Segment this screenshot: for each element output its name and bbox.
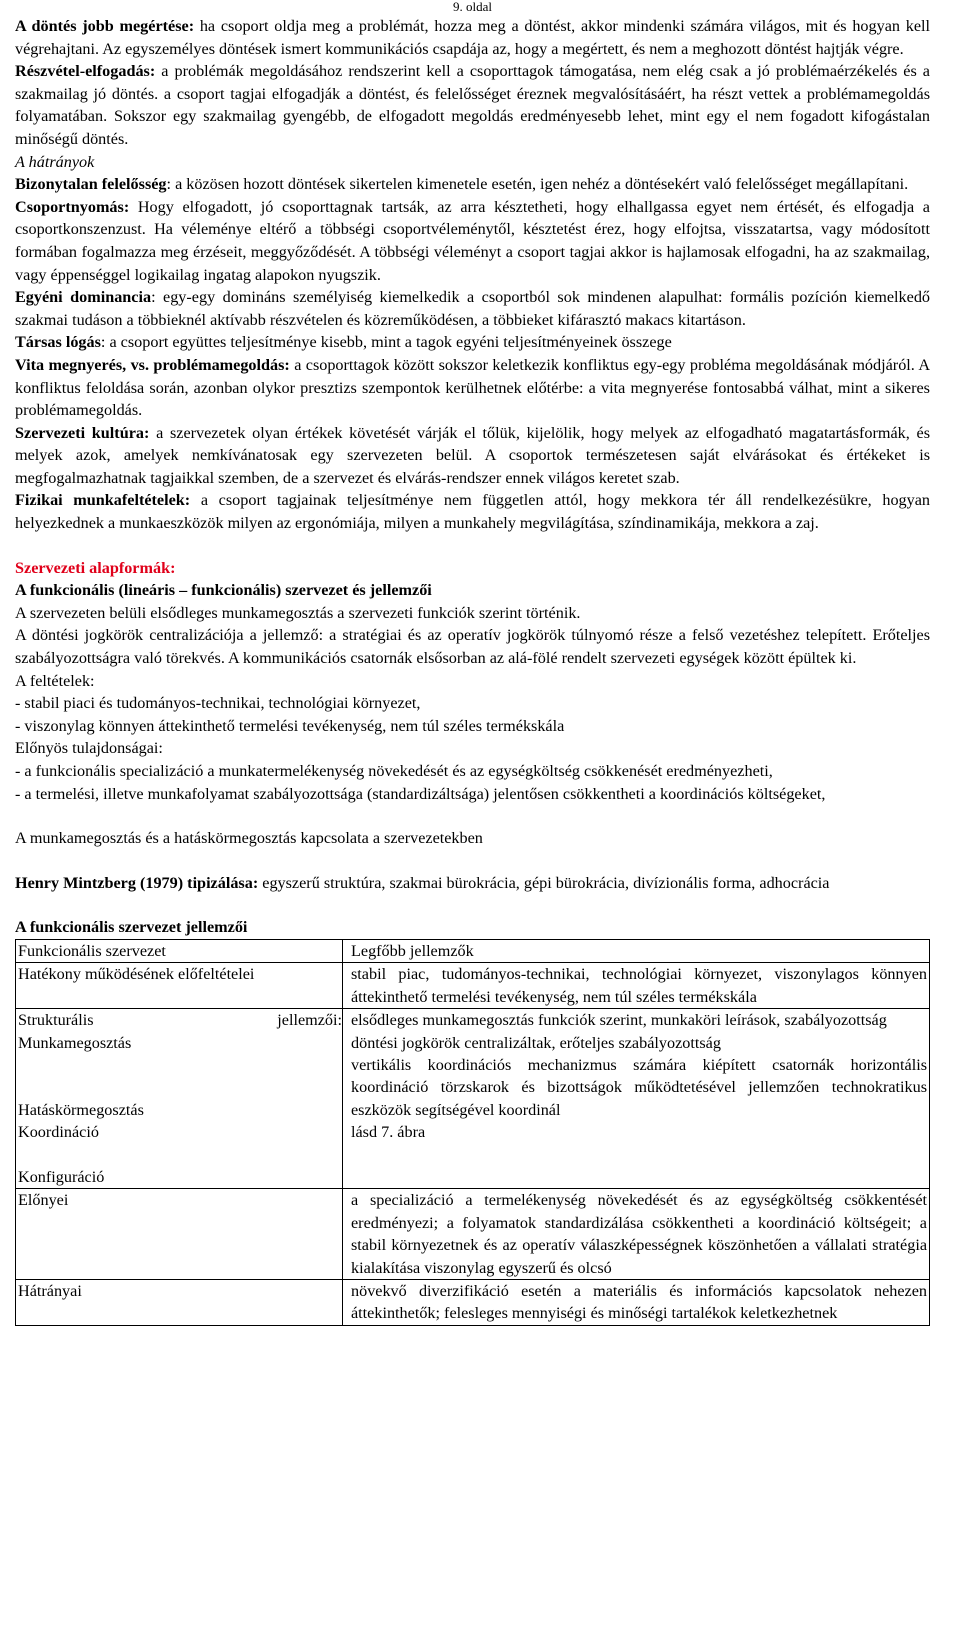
- table-cell: Előnyei: [16, 1189, 343, 1280]
- section-subheading: A funkcionális (lineáris – funkcionális) szervezet és jellemzői: [15, 581, 432, 600]
- paragraph-organizational-culture: Szervezeti kultúra: a szervezetek olyan értékek követését várják el tőlük, kijelölik, hogy melyek az elfogadható magatartásformák, és melyek azok, amelyek nemkívánatosak egy szervezeten belül. A csoportok természetesen saját elvárásokat és értékeket is megfogalmazhatnak tagjaikkal szemben, de a szervezet és elvárás-rendszer ennek világos keretet szab.: [15, 423, 930, 487]
- table-row: [16, 1280, 930, 1326]
- page-number: 9. oldal: [453, 0, 492, 14]
- list-item: - a funkcionális specializáció a munkatermelékenység növekedését és az egységköltség csökkenését eredményezheti,: [15, 762, 773, 780]
- term-better-understanding: A döntés jobb megértése:: [15, 17, 195, 35]
- table-cell: Strukturális jellemzői: Munkamegosztás Hatáskörmegosztás Koordináció Konfiguráció: [16, 1009, 343, 1189]
- text-line: Előnyös tulajdonságai:: [15, 739, 163, 758]
- table-row: [16, 1009, 930, 1189]
- table-cell: stabil piac, tudományos-technikai, technológiai környezet, viszonylagos könnyen áttekinthető termelési tevékenység, nem túl széles termékskála: [343, 963, 930, 1009]
- paragraph-group-pressure: Csoportnyomás: Hogy elfogadott, jó csoporttagnak tartsák, az arra késztetheti, hogy elhallgassa egyet nem értését, és elfogadja a csoportkonszenzust. Ha véleménye eltérő a többségi csoportvéleménytől, késztetést érez, hogy elfojtsa, visszatartsa, vagy módosított formában fogalmazza meg érzéseit, meggyőződését. A többségi véleményt a csoport tagjai akkor is hajlamosak elfogadni, ha az szakmailag, vagy éppenséggel logikailag ingatag alapokon nyugszik.: [15, 197, 930, 284]
- paragraph-individual-dominance: Egyéni dominancia: egy-egy domináns személyiség kiemelkedik a csoportból sok mindenen alapulhat: formális pozíción kiemelkedő szakmai tudáson a többieknél aktívabb részvételen és közreműködésen, a többieket kifárasztó makacs kitartáson.: [15, 288, 931, 329]
- paragraph-social-loafing: Társas lógás: a csoport együttes teljesítménye kisebb, mint a tagok egyéni teljesítményeinek összege: [15, 333, 672, 352]
- paragraph-physical-conditions: Fizikai munkafeltételek: a csoport tagjainak teljesítménye nem független attól, hogy mekkora tér áll rendelkezésükre, hogyan helyezkednek a munkaeszközök milyen az ergonómiája, milyen a munkahely megvilágítása, színdinamikája, mekkora a zaj.: [15, 491, 931, 533]
- table-header-cell: Funkcionális szervezet: [16, 939, 343, 962]
- text-line: A feltételek:: [15, 671, 95, 690]
- paragraph-uncertain-responsibility: Bizonytalan felelősség: a közösen hozott döntések sikertelen kimenetele esetén, igen nehéz a döntésekért való felelősséget megállapítani.: [15, 175, 909, 194]
- table-row: [16, 963, 930, 1009]
- characteristics-table: [15, 939, 930, 1326]
- paragraph-participation: Részvétel-elfogadás: a problémák megoldásához rendszerint kell a csoporttagok támogatása, nem elég csak a jó problémaérzékelés és a szakmailag jó döntés. a csoport tagjai elfogadják a döntést, és felelősséget éreznek megvalósításáért, ha részt vettek a problémamegoldás folyamatában. Sokszor egy szakmailag gyengébb, de elfogadott megoldás eredményesebb lehet, mint egy el nem fogadott kifogástalan minőségű döntés.: [15, 62, 930, 148]
- text-line: A munkamegosztás és a hatáskörmegosztás kapcsolata a szervezetekben: [15, 829, 483, 848]
- table-row: [16, 1189, 930, 1280]
- table-cell: növekvő diverzifikáció esetén a materiális és információs kapcsolatok nehezen áttekinthetők; felesleges mennyiségi és minőségi tartalékok keletkezhetnek: [343, 1280, 930, 1326]
- table-cell: Hátrányai: [16, 1280, 343, 1326]
- mintzberg-paragraph: Henry Mintzberg (1979) tipizálása: egyszerű struktúra, szakmai bürokrácia, gépi bürokrácia, divízionális forma, adhocrácia: [15, 873, 830, 892]
- list-item: - viszonylag könnyen áttekinthető termelési tevékenység, nem túl széles termékskála: [15, 716, 565, 735]
- table-header-row: [16, 939, 930, 962]
- table-cell: elsődleges munkamegosztás funkciók szerint, munkaköri leírások, szabályozottság döntési jogkörök centralizáltak, erőteljes szabályozottság vertikális koordinációs mechanizmus számára kiépített csatornák horizontális koordináció törzskarok és bizottságok működtetésével jellemzően technokratikus eszközök segítségével koordinál lásd 7. ábra: [343, 1009, 930, 1189]
- text-line: A szervezeten belüli elsődleges munkamegosztás a szervezeti funkciók szerint történik.: [15, 603, 581, 622]
- paragraph-debate-winning: Vita megnyerés, vs. problémamegoldás: a csoporttagok között sokszor keletkezik konfliktus egy-egy probléma megoldásának módjáról. A konfliktus feloldása során, azonban olykor presztizs szempontok kerülhetnek előtérbe: a vita megnyerése fontosabbá válhat, mint a sikeres problémamegoldás.: [15, 355, 931, 420]
- table-cell: a specializáció a termelékenység növekedését és az egységköltség csökkentését eredményezi; a folyamatok standardizálása csökkentheti a koordináció költségeit; a stabil környezetnek és az operatív válaszképességnek köszönhetően a vállalati stratégia kialakítása viszonylag egyszerű és olcsó: [343, 1189, 930, 1280]
- table-header-cell: Legfőbb jellemzők: [343, 939, 930, 962]
- text-line: A döntési jogkörök centralizációja a jellemző: a stratégiai és az operatív jogkörök túlnyomó része a felső vezetéshez telepített. Erőteljes szabályozottságra való törekvés. A kommunikációs csatornák elsősorban az alá-fölé rendelt szervezeti egységek között épültek ki.: [15, 626, 930, 668]
- table-title: A funkcionális szervezet jellemzői: [15, 918, 248, 937]
- table-cell: Hatékony működésének előfeltételei: [16, 963, 343, 1009]
- list-item: - a termelési, illetve munkafolyamat szabályozottsága (standardizáltsága) jelentősen csökkentheti a koordinációs költségeket,: [15, 784, 826, 803]
- list-item: - stabil piaci és tudományos-technikai, technológiai környezet,: [15, 694, 421, 713]
- term-participation: Részvétel-elfogadás:: [15, 62, 156, 81]
- heading-disadvantages: A hátrányok: [15, 152, 95, 171]
- paragraph-better-understanding: A döntés jobb megértése: ha csoport oldja meg a problémát, hozza meg a döntést, akkor mindenki számára világos, mit és hogyan kell végrehajtani. Az egyszemélyes döntések ismert kommunikációs csapdája az, hogy a megértett, és nem a meghozott döntést hajtják végre.: [15, 17, 930, 58]
- section-heading: Szervezeti alapformák:: [15, 558, 176, 577]
